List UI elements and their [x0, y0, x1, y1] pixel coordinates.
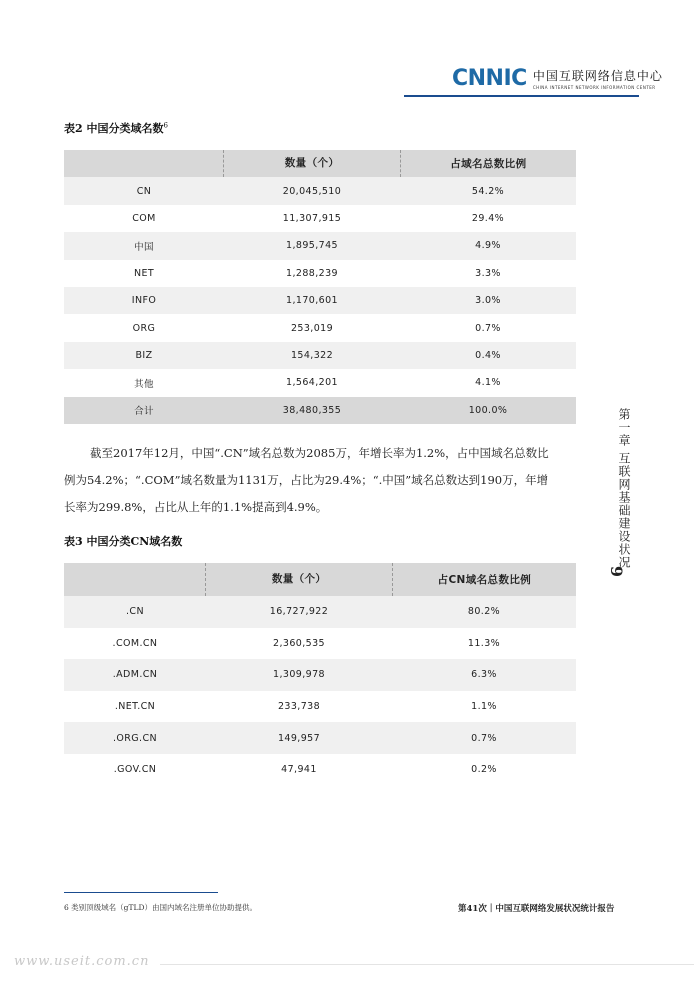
table2-total-row: [64, 397, 576, 424]
table-row: [64, 659, 576, 691]
table-cell: 253,019: [290, 322, 334, 334]
table-cell: 4.1%: [475, 377, 501, 389]
table-cell: 11.3%: [467, 637, 501, 649]
table-cell: .GOV.CN: [113, 764, 157, 776]
table-cell: 47,941: [281, 764, 317, 776]
paragraph-line: 截至2017年12月，中国“.CN”域名总数为2085万，年增长率为1.2%，占中国域名总数比: [90, 446, 549, 460]
table-cell: 54.2%: [471, 185, 505, 197]
table-cell: 1.1%: [471, 701, 497, 713]
table-cell: 合计: [134, 406, 154, 418]
table-cell: 233,738: [277, 701, 321, 713]
table-cell: ORG: [132, 322, 156, 334]
table-row: [64, 260, 576, 287]
logo-cn-name: 中国互联网络信息中心: [532, 69, 663, 83]
table-cell: 6.3%: [471, 669, 497, 681]
table-cell: 3.0%: [475, 295, 501, 307]
footnote-rule: [64, 892, 218, 893]
table-row: [64, 232, 576, 259]
footnote-ref: 6: [163, 121, 168, 130]
table-cell: 1,895,745: [286, 240, 338, 252]
table-cell: 1,309,978: [273, 669, 325, 681]
table-cell: 1,564,201: [286, 377, 338, 389]
table3-header-row: [64, 563, 576, 596]
table-cell: .ADM.CN: [112, 669, 158, 681]
report-footer: 第41次｜中国互联网络发展状况统计报告: [458, 904, 615, 914]
table-cell: 其他: [134, 378, 154, 390]
logo-text: [533, 67, 663, 90]
table-row: [64, 314, 576, 341]
page-header: [0, 0, 694, 100]
header-rule: [404, 95, 639, 97]
table-cell: 154,322: [290, 349, 334, 361]
table-cell: COM: [132, 212, 156, 224]
table-row: [64, 205, 576, 232]
table-cell: 中国: [134, 241, 154, 253]
table2-caption-text: 表2 中国分类域名数: [64, 122, 164, 135]
paragraph-line: 例为54.2%；“.COM”域名数量为1131万，占比为29.4%；“.中国”域名总数达到190万，年增: [64, 473, 549, 487]
chapter-side-title: 第一章 互联网基础建设状况: [617, 408, 631, 569]
table2-caption: [64, 120, 168, 136]
cnnic-logo: [452, 66, 663, 91]
table-row: [64, 596, 576, 628]
table-cell: 38,480,355: [282, 404, 342, 416]
table-cell: 29.4%: [471, 212, 505, 224]
table-cell: .CN: [126, 606, 144, 618]
table-cell: NET: [133, 267, 155, 279]
table2-header-type: [64, 150, 224, 177]
table-cell: 16,727,922: [269, 606, 329, 618]
body-paragraph: [64, 440, 579, 521]
table-row: [64, 342, 576, 369]
page-number: 9: [607, 565, 627, 578]
table-cell: 4.9%: [475, 240, 501, 252]
table-cell: 0.7%: [471, 732, 497, 744]
table-cell: 11,307,915: [282, 212, 342, 224]
table3-header-share: 占CN域名总数比例: [437, 574, 532, 586]
table2-header-count: 数量（个）: [224, 150, 400, 177]
table-cell: 0.7%: [475, 322, 501, 334]
table3-caption: 表3 中国分类CN域名数: [64, 535, 183, 548]
table-cell: BIZ: [135, 349, 153, 361]
table-row: [64, 287, 576, 314]
table-cell: CN: [136, 185, 152, 197]
table-cell: 2,360,535: [273, 637, 325, 649]
logo-en-name: CHINA INTERNET NETWORK INFORMATION CENTER: [532, 85, 656, 90]
table-row: [64, 369, 576, 396]
table-row: [64, 722, 576, 754]
table-cell: 0.2%: [471, 764, 497, 776]
table-cell: .COM.CN: [112, 637, 158, 649]
table-cell: 100.0%: [468, 404, 508, 416]
table-cell: 1,288,239: [286, 267, 338, 279]
table-cell: 3.3%: [475, 267, 501, 279]
table-cell: 0.4%: [475, 349, 501, 361]
watermark-line: [160, 964, 694, 965]
logo-mark: CNNIC: [452, 66, 527, 91]
table2-header-share: 占域名总数比例: [450, 158, 527, 171]
table-row: [64, 628, 576, 660]
table2-header-row: [64, 150, 576, 177]
table3: [64, 563, 576, 786]
table-row: [64, 754, 576, 786]
table-row: [64, 691, 576, 723]
table-cell: 80.2%: [467, 606, 501, 618]
watermark: www.useit.com.cn: [14, 954, 150, 969]
table-cell: INFO: [131, 295, 157, 307]
paragraph-line: 长率为299.8%，占比从上年的1.1%提高到4.9%。: [64, 500, 328, 514]
table-cell: 1,170,601: [286, 295, 338, 307]
footnote: 6 类别顶级域名（gTLD）由国内域名注册单位协助提供。: [64, 903, 257, 912]
table-row: [64, 177, 576, 204]
table-cell: 20,045,510: [282, 185, 342, 197]
table3-header-type: [64, 563, 206, 596]
table-cell: 149,957: [277, 732, 321, 744]
table-cell: .ORG.CN: [112, 732, 158, 744]
table-cell: .NET.CN: [114, 701, 156, 713]
table2: [64, 150, 576, 424]
table3-header-count: 数量（个）: [206, 563, 392, 596]
